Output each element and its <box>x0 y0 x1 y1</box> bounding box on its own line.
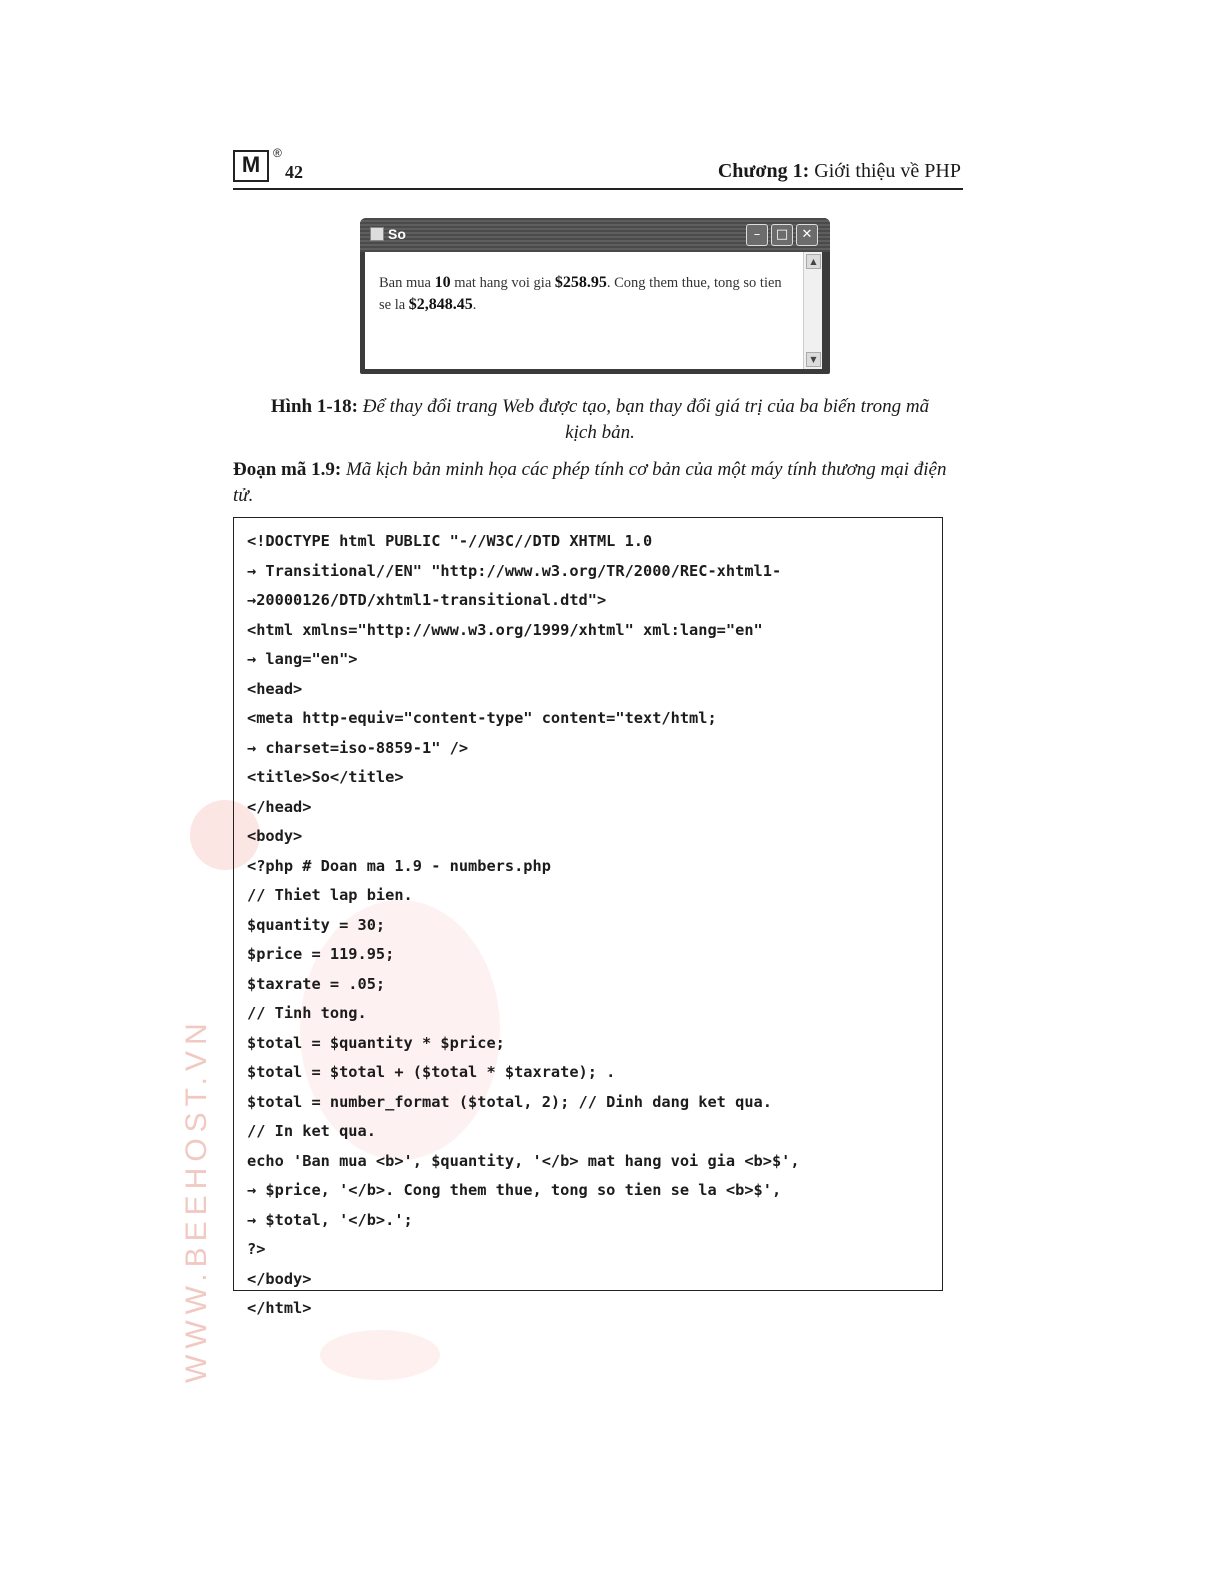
code-listing <box>233 517 943 1317</box>
code-line: → Transitional//EN" "http://www.w3.org/TR/2000/REC-xhtml1- <box>247 561 782 580</box>
code-line: <head> <box>247 679 303 698</box>
output-message <box>379 272 789 316</box>
watermark-mascot-foot <box>320 1330 440 1380</box>
code-line: ?> <box>247 1240 266 1258</box>
figure-caption <box>255 394 945 446</box>
code-line: // In ket qua. <box>247 1122 376 1140</box>
code-line: <title>So</title> <box>247 768 404 786</box>
code-line: $total = $quantity * $price; <box>247 1033 505 1052</box>
code-line: $taxrate = .05; <box>247 974 386 993</box>
total-value: $2,848.45 <box>408 296 473 313</box>
page-number: 42 <box>285 162 303 182</box>
scroll-up-icon[interactable]: ▲ <box>806 254 821 269</box>
code-line: </html> <box>247 1299 312 1317</box>
message-text: . Cong them thue, tong so tien se la <box>379 275 782 313</box>
window-title: So <box>388 226 406 242</box>
message-text: mat hang voi gia <box>450 275 555 291</box>
watermark-text: WWW.BEEHOST.VN <box>180 1017 213 1383</box>
code-line: → $total, '</b>.'; <box>247 1210 413 1229</box>
snippet-caption <box>233 457 963 509</box>
vertical-scrollbar[interactable] <box>803 252 822 369</box>
chapter-title: Giới thiệu về PHP <box>814 160 961 182</box>
code-line: <!DOCTYPE html PUBLIC "-//W3C//DTD XHTML 1.0 <box>247 532 653 550</box>
code-line: → charset=iso-8859-1" /> <box>247 738 469 757</box>
message-text: Ban mua <box>379 275 435 291</box>
price-value: $258.95 <box>554 274 607 291</box>
code-line: → $price, '</b>. Cong them thue, tong so tien se la <b>$', <box>247 1181 782 1199</box>
snippet-text: Mã kịch bản minh họa các phép tính cơ bản của một máy tính thương mại điện tử. <box>233 459 947 506</box>
code-line: $total = $total + ($total * $taxrate); . <box>247 1063 616 1081</box>
code-line: <html xmlns="http://www.w3.org/1999/xhtml" xml:lang="en" <box>247 620 763 639</box>
window-titlebar[interactable] <box>360 218 830 252</box>
code-line: <body> <box>247 827 303 845</box>
code-block <box>247 527 800 1324</box>
browser-window <box>360 218 830 374</box>
figure-label: Hình 1-18: <box>270 396 358 417</box>
code-line: <meta http-equiv="content-type" content="text/html; <box>247 709 717 727</box>
code-line: $quantity = 30; <box>247 915 386 934</box>
minimize-icon[interactable]: – <box>746 224 768 246</box>
code-line: → lang="en"> <box>247 650 358 668</box>
window-content <box>365 252 822 369</box>
page-header <box>233 148 963 190</box>
app-icon <box>370 227 384 241</box>
chapter-heading <box>718 160 961 183</box>
code-line: // Thiet lap bien. <box>247 886 413 904</box>
registered-mark: ® <box>273 146 282 160</box>
close-icon[interactable]: ✕ <box>796 224 818 246</box>
code-line: </head> <box>247 797 312 816</box>
snippet-label: Đoạn mã 1.9: <box>233 459 342 480</box>
code-line: $total = number_format ($total, 2); // Dinh dang ket qua. <box>247 1092 772 1111</box>
quantity-value: 10 <box>434 274 451 291</box>
code-line: →20000126/DTD/xhtml1-transitional.dtd"> <box>247 591 607 609</box>
message-text: . <box>472 297 477 313</box>
code-line: $price = 119.95; <box>247 945 395 963</box>
code-line: <?php # Doan ma 1.9 - numbers.php <box>247 856 551 875</box>
figure-text: Để thay đổi trang Web được tạo, bạn thay đổi giá trị của ba biến trong mã kịch bản. <box>362 396 930 443</box>
chapter-label: Chương 1: <box>717 160 810 182</box>
code-line: echo 'Ban mua <b>', $quantity, '</b> mat hang voi gia <b>$', <box>247 1151 800 1170</box>
maximize-icon[interactable]: □ <box>771 224 793 246</box>
scroll-down-icon[interactable]: ▼ <box>806 352 821 367</box>
code-line: </body> <box>247 1269 312 1288</box>
code-line: // Tinh tong. <box>247 1004 367 1022</box>
publisher-logo: M <box>233 150 269 182</box>
